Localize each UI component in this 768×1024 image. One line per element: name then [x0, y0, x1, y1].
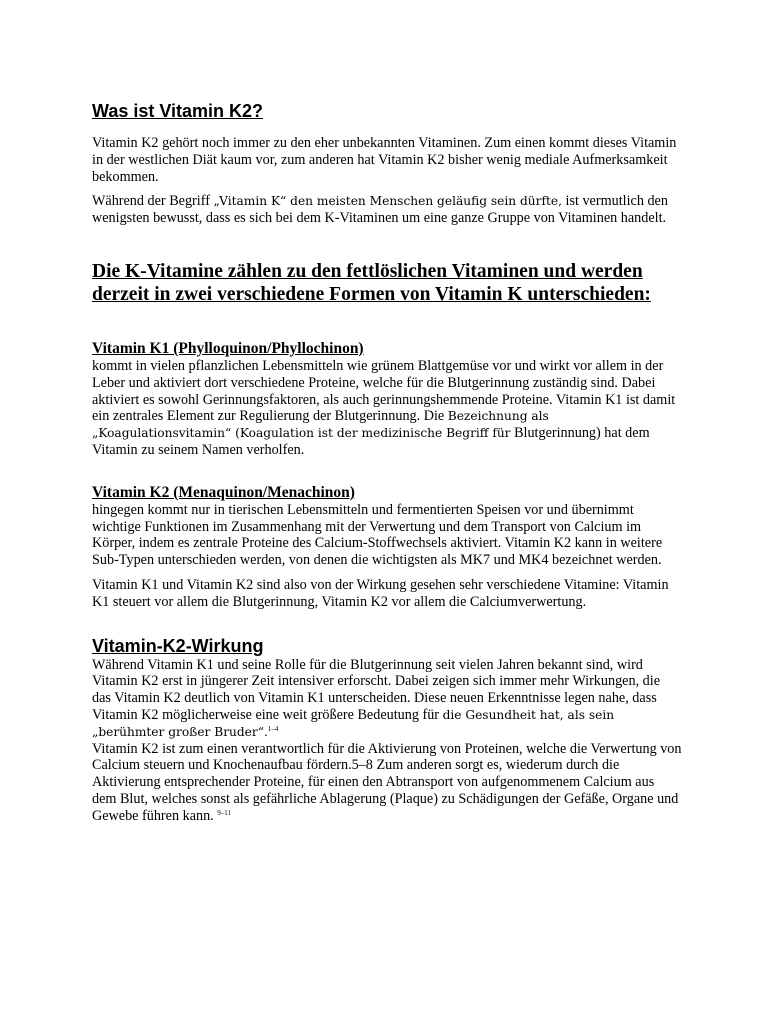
heading-vitamin-k1: Vitamin K1 (Phylloquinon/Phyllochinon) [92, 339, 364, 357]
footnote-9-11: 9–11 [217, 808, 232, 817]
document-page [92, 100, 682, 825]
vergleich-text: Vitamin K1 und Vitamin K2 sind also von der Wirkung gesehen sehr verschiedene Vitamine: Vitamin K1 steuert vor allem die Blutgerinnung, Vitamin K2 vor allem die Calciumverwertung. [92, 576, 669, 610]
paragraph-vergleich [92, 577, 682, 611]
paragraph-intro [92, 135, 682, 185]
k1-text-koagulation: Bezeichnung als „Koagulationsvitamin“ (Koagulation ist der medizinische Begriff für [92, 409, 549, 441]
wirkung-2-text: Vitamin K2 ist zum einen verantwortlich für die Aktivierung von Proteinen, welche die Verwertung von Calcium steuern und Knochenaufbau fördern.5–8 Zum anderen sorgt es, wiederum durch die Aktivierung entsprechender Proteine, für einen den Abtransport von aufgenommenem Calcium aus dem Blut, welches sonst als gefährliche Ablagerung (Plaque) zu Schädigungen der Gefäße, Organe und Gewebe führen kann. [92, 740, 682, 824]
paragraph-wirkung-1 [92, 657, 682, 741]
footnote-1-4: 1–4 [267, 724, 279, 733]
heading-was-ist-vitamin-k2: Was ist Vitamin K2? [92, 101, 264, 121]
k1-text-start: kommt in vielen pflanzlichen Lebensmitteln wie grünem Blattgemüse vor und wirkt vor allem in der Leber und aktiviert dort verschiedene Proteine, welche für die Blutgerinnung zuständig sind. Dabei aktiviert es sowohl Gerinnungsfaktoren, als auch gerinnungshemmende Proteine. Vitamin K1 ist damit ein zentrales Element zur Regulierung der Blutgerinnung. Die [92, 357, 676, 425]
paragraph-wirkung-2 [92, 741, 682, 825]
paragraph-vitamin-k2 [92, 502, 682, 569]
begriff-text-start: Während der Begriff [92, 193, 214, 210]
heading-k-vitamine: Die K-Vitamine zählen zu den fettlöslichen Vitaminen und werden derzeit in zwei verschiedene Formen von Vitamin K unterschieden: [92, 260, 651, 306]
intro-text: Vitamin K2 gehört noch immer zu den eher unbekannten Vitaminen. Zum einen kommt dieses Vitamin in der westlichen Diät kaum vor, zum anderen hat Vitamin K2 bisher wenig mediale Aufmerksamkeit bekommen. [92, 135, 677, 185]
heading-vitamin-k2-wirkung: Vitamin-K2-Wirkung [92, 635, 264, 656]
paragraph-begriff [92, 193, 682, 227]
wirkung-1-text-start: Während Vitamin K1 und seine Rolle für die Blutgerinnung seit vielen Jahren bekannt sind, wird Vitamin K2 erst in jüngerer Zeit intensiver erforscht. Dabei zeigen sich immer mehr Wirkungen, die das Vitamin K2 deutlich von Vitamin K1 unterscheiden. Diese neuen Erkenntnisse legen nahe, dass Vitamin K2 möglicherweise eine weit größere Bedeutung für [92, 656, 660, 723]
heading-vitamin-k2: Vitamin K2 (Menaquinon/Menachinon) [92, 483, 355, 501]
wirkung-1-text-bruder: die Gesundheit hat, als sein „berühmter großer Bruder“. [92, 707, 615, 739]
begriff-text-quote: „Vitamin K“ den meisten Menschen geläufig sein dürfte, [213, 194, 562, 209]
k2-text: hingegen kommt nur in tierischen Lebensmitteln und fermentierten Speisen vor und übernimmt wichtige Funktionen im Zusammenhang mit der Verwertung und dem Transport von Calcium im Körper, indem es zentrale Proteine des Calcium-Stoffwechsels aktiviert. Vitamin K2 kann in weitere Sub-Typen unterschieden werden, von denen die wichtigsten als MK7 und MK4 bezeichnet werden. [92, 501, 663, 569]
k1-text-end: Blutgerinnung) hat dem Vitamin zu seinem Namen verholfen. [92, 425, 650, 458]
begriff-text-end: ist vermutlich den wenigsten bewusst, dass es sich bei dem K-Vitaminen um eine ganze Gruppe von Vitaminen handelt. [92, 193, 668, 227]
paragraph-vitamin-k1 [92, 358, 682, 459]
